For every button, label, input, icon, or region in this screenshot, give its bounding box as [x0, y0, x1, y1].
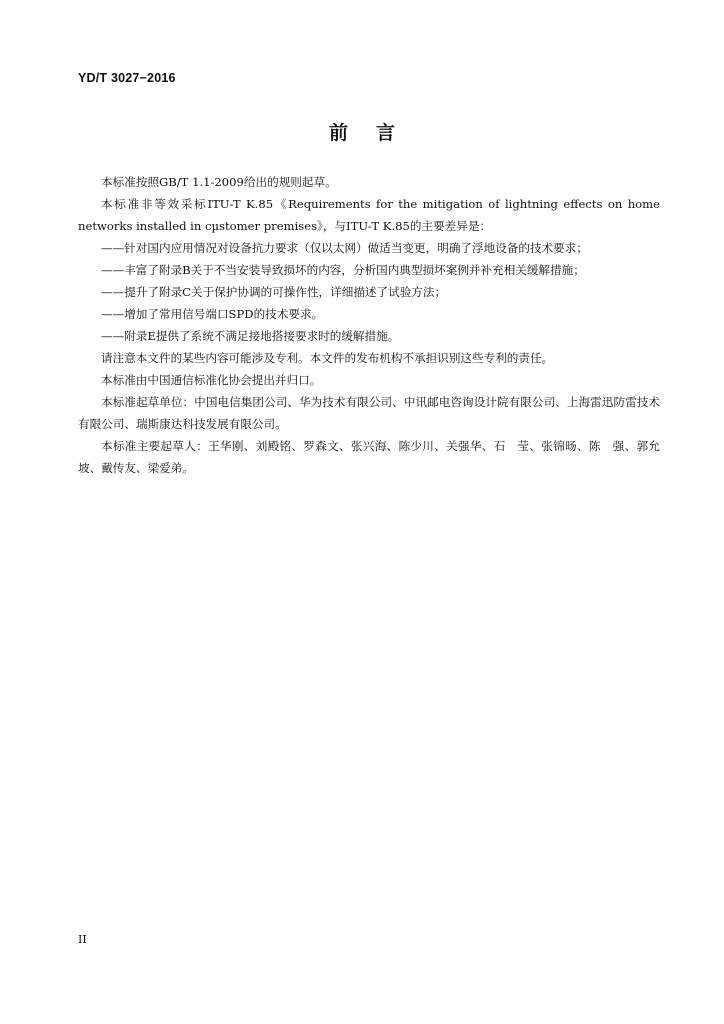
paragraph-drafters: 本标准主要起草人：王华刚、刘殿铭、罗森文、张兴海、陈少川、关强华、石 莹、张锦旸、陈 强、郭允坡、戴传友、梁爱弟。	[78, 439, 660, 475]
page-title	[0, 118, 724, 145]
difference-item-2: ——丰富了附录B关于不当安装导致损坏的内容，分析国内典型损坏案例并补充相关缓解措施；	[101, 263, 585, 277]
difference-item-4: ——增加了常用信号端口SPD的技术要求。	[101, 307, 324, 321]
paragraph-patent-notice: 请注意本文件的某些内容可能涉及专利。本文件的发布机构不承担识别这些专利的责任。	[101, 351, 554, 365]
difference-item-1: ——针对国内应用情况对设备抗力要求（仅以太网）做适当变更，明确了浮地设备的技术要求；	[101, 241, 588, 255]
foreword-body	[78, 171, 660, 479]
paragraph-proposer: 本标准由中国通信标准化协会提出并归口。	[101, 373, 322, 387]
paragraph-drafting-units: 本标准起草单位：中国电信集团公司、华为技术有限公司、中讯邮电咨询设计院有限公司、上海雷迅防雷技术有限公司、瑞斯康达科技发展有限公司。	[78, 395, 660, 431]
standard-code: YD/T 3027−2016	[78, 71, 176, 85]
difference-item-3: ——提升了附录C关于保护协调的可操作性，详细描述了试验方法；	[101, 285, 447, 299]
paragraph-adoption: 本标准非等效采标ITU-T K.85《Requirements for the mitigation of lightning effects on home networks installed in cµstomer premises》，与ITU-T K.85的主要差异是：	[78, 197, 660, 233]
title-char-2: 言	[376, 122, 396, 144]
paragraph-drafting-rules: 本标准按照GB/T 1.1-2009给出的规则起草。	[101, 175, 337, 189]
page-number: II	[78, 933, 87, 946]
title-char-1: 前	[328, 122, 348, 144]
difference-item-5: ——附录E提供了系统不满足接地搭接要求时的缓解措施。	[101, 329, 400, 343]
